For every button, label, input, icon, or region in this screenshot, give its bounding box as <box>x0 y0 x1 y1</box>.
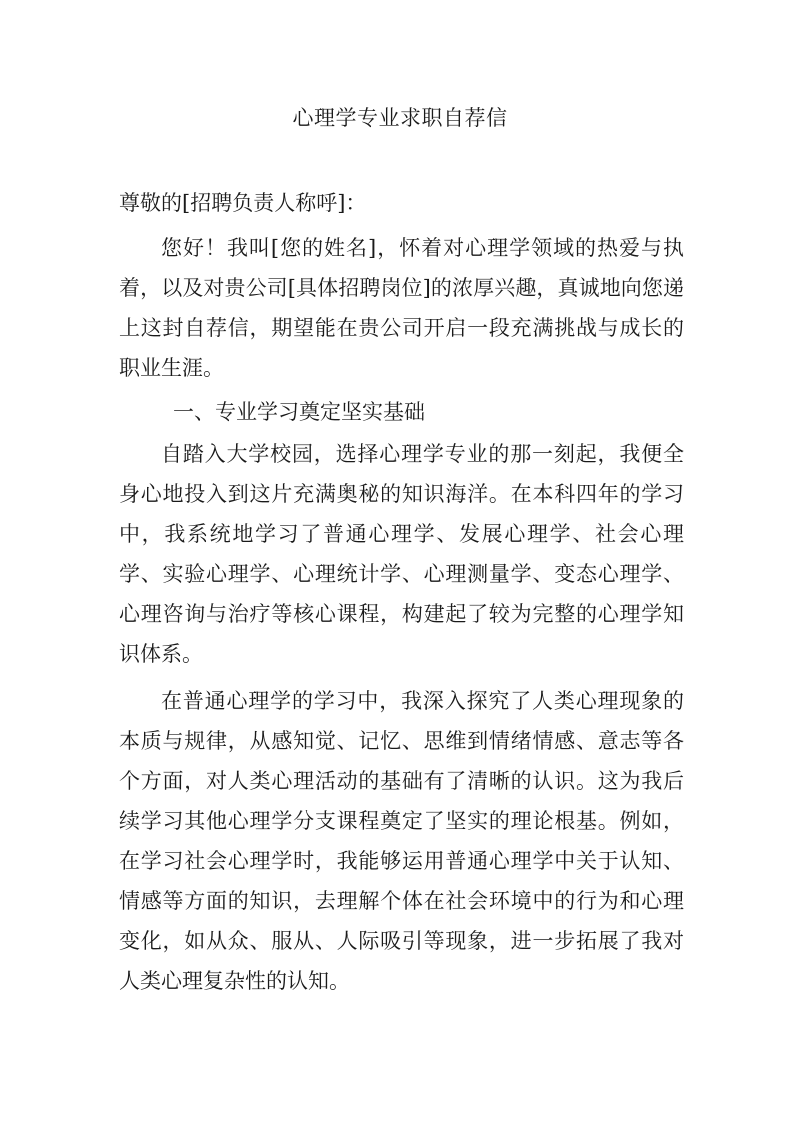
paragraph-coursework: 自踏入大学校园，选择心理学专业的那一刻起，我便全身心地投入到这片充满奥秘的知识海洋。在本科四年的学习中，我系统地学习了普通心理学、发展心理学、社会心理学、实验心理学、心理统计学、心理测量学、变态心理学、心理咨询与治疗等核心课程，构建起了较为完整的心理学知识体系。 <box>119 442 684 666</box>
paragraph-intro: 您好！我叫[您的姓名]，怀着对心理学领域的热爱与执着，以及对贵公司[具体招聘岗位]的浓厚兴趣，真诚地向您递上这封自荐信，期望能在贵公司开启一段充满挑战与成长的职业生涯。 <box>119 236 684 380</box>
section-heading-1: 一、专业学习奠定坚实基础 <box>173 400 425 424</box>
paragraph-general-psychology: 在普通心理学的学习中，我深入探究了人类心理现象的本质与规律，从感知觉、记忆、思维到情绪情感、意志等各个方面，对人类心理活动的基础有了清晰的认识。这为我后续学习其他心理学分支课程奠定了坚实的理论根基。例如，在学习社会心理学时，我能够运用普通心理学中关于认知、情感等方面的知识，去理解个体在社会环境中的行为和心理变化，如从众、服从、人际吸引等现象，进一步拓展了我对人类心理复杂性的认知。 <box>119 689 684 993</box>
document-title: 心理学专业求职自荐信 <box>292 106 508 130</box>
salutation: 尊敬的[招聘负责人称呼]： <box>119 191 367 215</box>
